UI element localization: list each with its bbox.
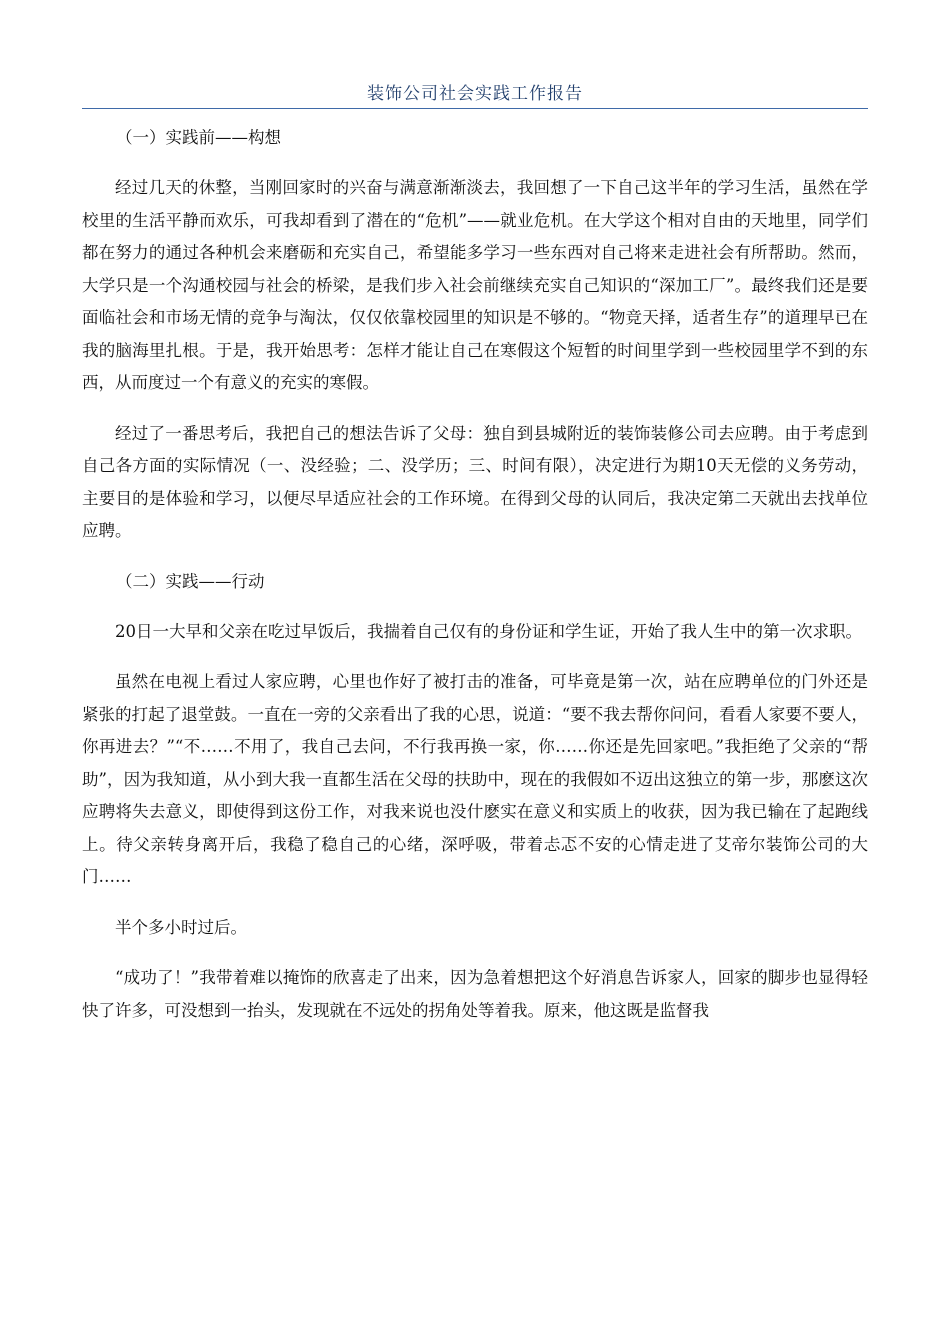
title-underline xyxy=(82,108,868,109)
paragraph: 20日一大早和父亲在吃过早饭后，我揣着自己仅有的身份证和学生证，开始了我人生中的第一次求职。 xyxy=(115,621,862,641)
section-heading: （二）实践——行动 xyxy=(116,571,265,591)
section-heading: （一）实践前——构想 xyxy=(116,128,281,147)
paragraph: 经过几天的休整，当刚回家时的兴奋与满意渐渐淡去，我回想了一下自己这半年的学习生活，虽然在学校里的生活平静而欢乐，可我却看到了潜在的“危机”——就业危机。在大学这个相对自由的天地里，同学们都在努力的通过各种机会来磨砺和充实自己，希望能多学习一些东西对自己将来走进社会有所帮助。然而，大学只是一个沟通校园与社会的桥梁，是我们步入社会前继续充实自己知识的“深加工厂”。最终我们还是要面临社会和市场无情的竞争与淘汰，仅仅依靠校园里的知识是不够的。“物竞天择，适者生存”的道理早已在我的脑海里扎根。于是，我开始思考：怎样才能让自己在寒假这个短暂的时间里学到一些校园里学不到的东西，从而度过一个有意义的充实的寒假。 xyxy=(82,178,868,392)
paragraph: 经过了一番思考后，我把自己的想法告诉了父母：独自到县城附近的装饰装修公司去应聘。由于考虑到自己各方面的实际情况（一、没经验；二、没学历；三、时间有限），决定进行为期10天无偿的义务劳动，主要目的是体验和学习，以便尽早适应社会的工作环境。在得到父母的认同后，我决定第二天就出去找单位应聘。 xyxy=(82,423,868,540)
document-body xyxy=(82,122,868,1045)
document-title: 装饰公司社会实践工作报告 xyxy=(367,84,583,104)
paragraph: “成功了！”我带着难以掩饰的欣喜走了出来，因为急着想把这个好消息告诉家人，回家的脚步也显得轻快了许多，可没想到一抬头，发现就在不远处的拐角处等着我。原来，他这既是监督我 xyxy=(82,968,868,1020)
paragraph: 半个多小时过后。 xyxy=(115,917,247,937)
paragraph: 虽然在电视上看过人家应聘，心里也作好了被打击的准备，可毕竟是第一次，站在应聘单位的门外还是紧张的打起了退堂鼓。一直在一旁的父亲看出了我的心思，说道：“要不我去帮你问问，看看人家要不要人，你再进去？”“不……不用了，我自己去问，不行我再换一家，你……你还是先回家吧。”我拒绝了父亲的“帮助”，因为我知道，从小到大我一直都生活在父母的扶助中，现在的我假如不迈出这独立的第一步，那麽这次应聘将失去意义，即使得到这份工作，对我来说也没什麽实在意义和实质上的收获，因为我已输在了起跑线上。待父亲转身离开后，我稳了稳自己的心绪，深呼吸，带着忐忑不安的心情走进了艾帝尔装饰公司的大门…… xyxy=(82,672,868,886)
